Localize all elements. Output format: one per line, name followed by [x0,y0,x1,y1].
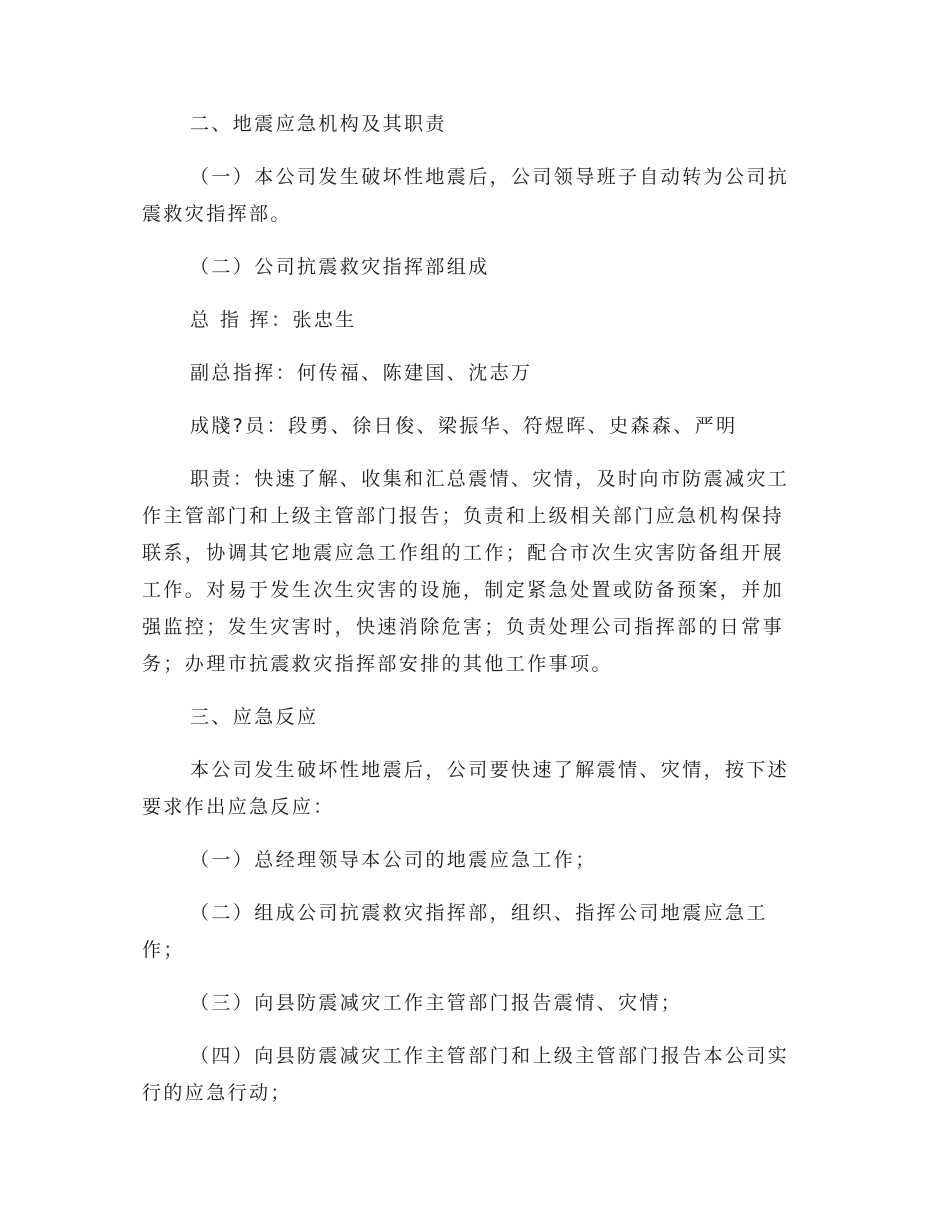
list-item-response-4: （四）向县防震减灾工作主管部门和上级主管部门报告本公司实行的应急行动； [142,1045,790,1104]
paragraph-command-transfer: （一）本公司发生破坏性地震后，公司领导班子自动转为公司抗震救灾指挥部。 [142,166,790,225]
paragraph-deputy-commanders: 副总指挥：何传福、陈建国、沈志万 [190,362,533,384]
paragraph-chief-commander: 总 指 挥：张忠生 [190,309,357,331]
list-item-response-2: （二）组成公司抗震救灾指挥部，组织、指挥公司地震应急工作； [142,902,768,961]
paragraph-command-composition: （二）公司抗震救灾指挥部组成 [190,256,490,278]
paragraph-duties: 职责：快速了解、收集和汇总震情、灾情，及时向市防震减灾工作主管部门和上级主管部门报告；负责和上级相关部门应急机构保持联系，协调其它地震应急工作组的工作；配合市次生灾害防备组开展工作。对易于发生次生灾害的设施，制定紧急处置或防备预案，并加强监控；发生灾害时，快速消除危害；负责处理公司指挥部的日常事务；办理市抗震救灾指挥部安排的其他工作事项。 [142,468,790,675]
paragraph-members: 成牋?员：段勇、徐日俊、梁振华、符煜晖、史森森、严明 [190,415,738,437]
list-item-response-3: （三）向县防震减灾工作主管部门报告震情、灾情； [190,992,683,1014]
list-item-response-1: （一）总经理领导本公司的地震应急工作； [190,849,597,871]
section-heading-3: 三、应急反应 [190,706,319,728]
section-heading-2: 二、地震应急机构及其职责 [190,113,447,135]
paragraph-response-intro: 本公司发生破坏性地震后，公司要快速了解震情、灾情，按下述要求作出应急反应： [142,759,790,818]
document-body [142,106,802,1128]
